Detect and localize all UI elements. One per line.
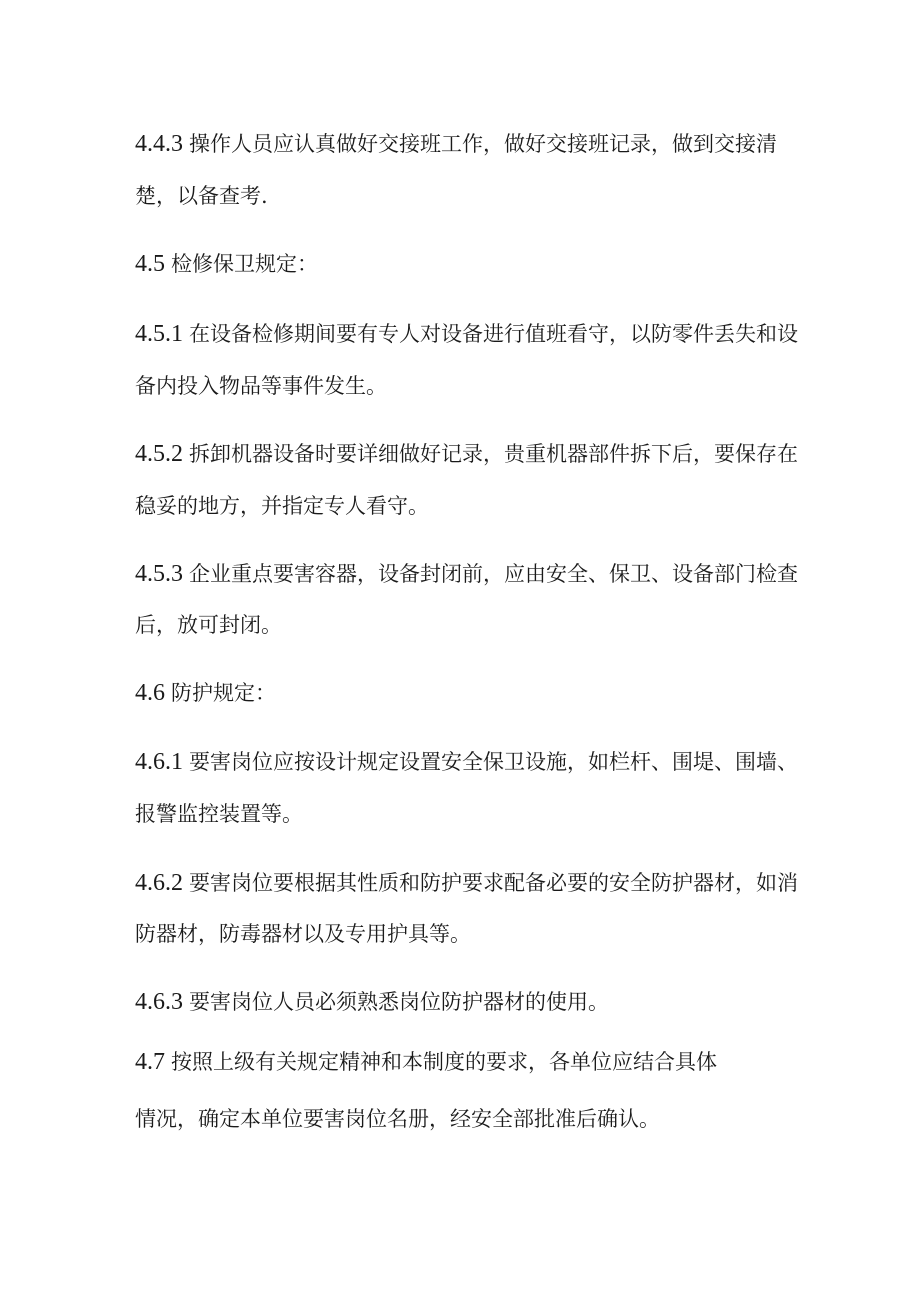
section-number-4-7: 4.7 — [135, 1049, 165, 1075]
paragraph-4-5-2-line-1 — [135, 441, 798, 467]
paragraph-4-6-1-line-2 — [135, 801, 303, 827]
paragraph-text: 企业重点要害容器，设备封闭前，应由安全、保卫、设备部门检查 — [189, 562, 798, 586]
paragraph-4-7-line-2 — [135, 1106, 660, 1132]
paragraph-4-6-2-line-2 — [135, 921, 471, 947]
paragraph-text: 报警监控装置等。 — [135, 802, 303, 826]
section-number-4-5-2: 4.5.2 — [135, 441, 183, 467]
paragraph-text: 操作人员应认真做好交接班工作，做好交接班记录，做到交接清 — [189, 132, 777, 156]
paragraph-text: 要害岗位要根据其性质和防护要求配备必要的安全防护器材，如消 — [189, 871, 798, 895]
paragraph-4-6-1-line-1 — [135, 749, 798, 775]
paragraph-4-7-line-1 — [135, 1049, 717, 1075]
paragraph-text: 防器材，防毒器材以及专用护具等。 — [135, 922, 471, 946]
paragraph-4-6-3 — [135, 989, 609, 1015]
paragraph-text: 楚，以备查考. — [135, 184, 268, 208]
paragraph-text: 按照上级有关规定精神和本制度的要求，各单位应结合具体 — [171, 1050, 717, 1074]
section-number-4-6-1: 4.6.1 — [135, 749, 183, 775]
heading-4-5 — [135, 251, 318, 277]
paragraph-4-5-2-line-2 — [135, 493, 429, 519]
paragraph-text: 要害岗位人员必须熟悉岗位防护器材的使用。 — [189, 990, 609, 1014]
paragraph-text: 情况，确定本单位要害岗位名册，经安全部批准后确认。 — [135, 1107, 660, 1131]
paragraph-text: 备内投入物品等事件发生。 — [135, 374, 387, 398]
paragraph-text: 在设备检修期间要有专人对设备进行值班看守，以防零件丢失和设 — [189, 322, 798, 346]
paragraph-4-5-3-line-1 — [135, 561, 798, 587]
paragraph-4-5-3-line-2 — [135, 612, 282, 638]
section-number-4-5: 4.5 — [135, 251, 165, 277]
paragraph-4-5-1-line-1 — [135, 321, 798, 347]
paragraph-4-4-3-line-1 — [135, 131, 777, 157]
heading-text: 防护规定： — [171, 681, 276, 705]
paragraph-text: 后，放可封闭。 — [135, 613, 282, 637]
heading-4-6 — [135, 680, 276, 706]
paragraph-text: 稳妥的地方，并指定专人看守。 — [135, 494, 429, 518]
paragraph-4-6-2-line-1 — [135, 870, 798, 896]
section-number-4-6-2: 4.6.2 — [135, 870, 183, 896]
section-number-4-5-1: 4.5.1 — [135, 321, 183, 347]
section-number-4-5-3: 4.5.3 — [135, 561, 183, 587]
section-number-4-6-3: 4.6.3 — [135, 989, 183, 1015]
heading-text: 检修保卫规定： — [171, 252, 318, 276]
paragraph-4-4-3-line-2 — [135, 183, 268, 209]
section-number-4-4-3: 4.4.3 — [135, 131, 183, 157]
paragraph-text: 要害岗位应按设计规定设置安全保卫设施，如栏杆、围堤、围墙、 — [189, 750, 798, 774]
section-number-4-6: 4.6 — [135, 680, 165, 706]
paragraph-4-5-1-line-2 — [135, 373, 387, 399]
paragraph-text: 拆卸机器设备时要详细做好记录，贵重机器部件拆下后，要保存在 — [189, 442, 798, 466]
